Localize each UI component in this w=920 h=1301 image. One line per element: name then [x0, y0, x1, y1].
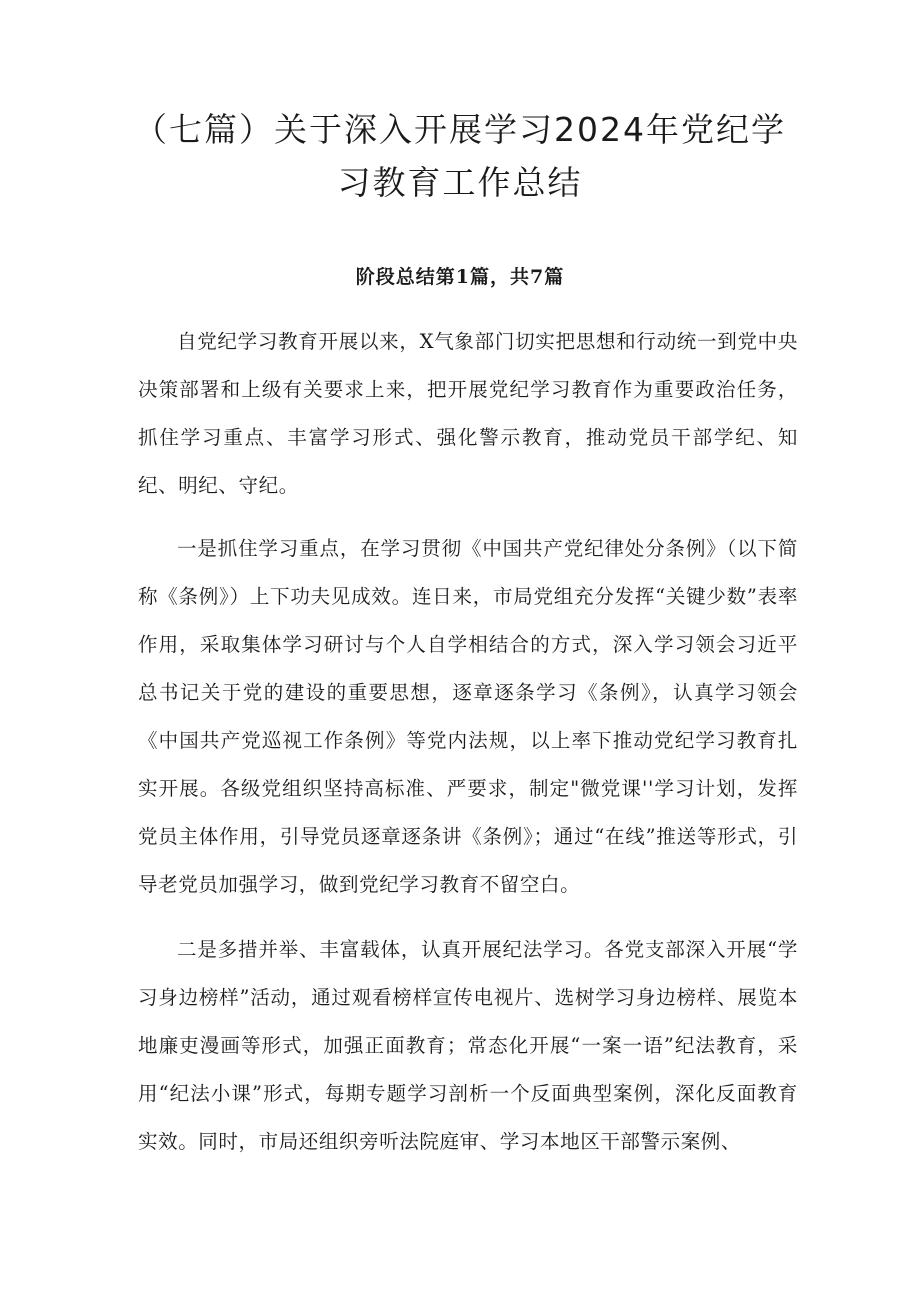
section-subtitle: 阶段总结第1篇，共7篇	[355, 266, 565, 288]
paragraph-text: 一是抓住学习重点，在学习贯彻《中国共产党纪律处分条例》（以下简称《条例》）上下功夫见成效。连日来，市局党组充分发挥“关键少数”表率作用，采取集体学习研讨与个人自学相结合的方式，深入学习领会习近平总书记关于党的建设的重要思想，逐章逐条学习《条例》，认真学习领会《中国共产党巡视工作条例》等党内法规，以上率下推动党纪学习教育扎实开展。各级党组织坚持高标准、严要求，制定"微党课''学习计划，发挥党员主体作用，引导党员逐章逐条讲《条例》；通过“在线”推送等形式，引导老党员加强学习，做到党纪学习教育不留空白。	[138, 537, 798, 896]
paragraph-text: 自党纪学习教育开展以来，X气象部门切实把思想和行动统一到党中央决策部署和上级有关要求上来，把开展党纪学习教育作为重要政治任务，抓住学习重点、丰富学习形式、强化警示教育，推动党员干部学纪、知纪、明纪、守纪。	[138, 330, 798, 497]
paragraph-point-one	[138, 525, 798, 909]
paragraph-intro	[138, 318, 798, 510]
paragraph-text: 二是多措并举、丰富载体，认真开展纪法学习。各党支部深入开展“学习身边榜样”活动，通过观看榜样宣传电视片、选树学习身边榜样、展览本地廉吏漫画等形式，加强正面教育；常态化开展“一案一语”纪法教育，采用“纪法小课”形式，每期专题学习剖析一个反面典型案例，深化反面教育实效。同时，市局还组织旁听法院庭审、学习本地区干部警示案例、	[138, 938, 798, 1153]
paragraph-point-two	[138, 926, 798, 1166]
document-title-line-1: （七篇）关于深入开展学习2024年党纪学	[134, 110, 786, 149]
document-title-line-2: 习教育工作总结	[337, 163, 583, 202]
